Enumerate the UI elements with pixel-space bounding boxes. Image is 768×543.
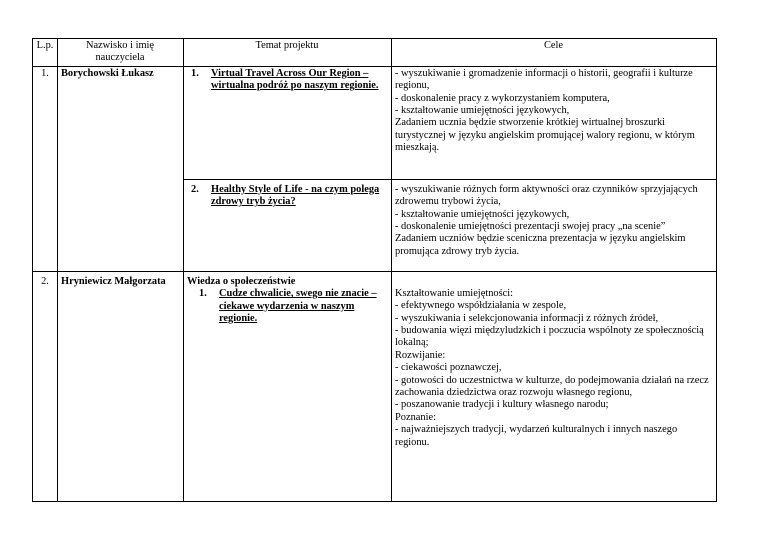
header-goals: Cele [392, 39, 717, 67]
goal-line: - efektywnego współdziałania w zespole, [395, 300, 567, 312]
subject-name: Wiedza o społeczeństwie [187, 275, 296, 287]
header-name: Nazwisko i imię nauczyciela [58, 39, 184, 67]
header-topic: Temat projektu [184, 39, 392, 67]
goal-line: Rozwijanie: [395, 349, 446, 361]
project-goals-cell [392, 271, 717, 501]
goal-line: - wyszukiwanie i gromadzenie informacji o historii, geografii i kulturze regionu, [395, 67, 693, 92]
project-topic [187, 68, 387, 93]
project-number: 1. [191, 67, 199, 79]
project-topic [187, 288, 387, 325]
goal-line: - ciekawości poznawczej, [395, 362, 502, 374]
goal-line: - doskonalenie pracy z wykorzystaniem komputera, [395, 92, 610, 104]
header-row [33, 39, 717, 67]
project-title: Virtual Travel Across Our Region – wirtualna podróż po naszym regionie. [211, 67, 379, 92]
goal-line: Zadaniem ucznia będzie stworzenie krótkiej wirtualnej broszurki turystycznej w języku angielskim promującej walory regionu, w którym mieszkają. [395, 117, 695, 154]
project-number: 1. [199, 288, 207, 300]
project-title: Healthy Style of Life - na czym polega zdrowy tryb życia? [211, 183, 380, 208]
goal-line: - doskonalenie umiejętności prezentacji swojej pracy „na scenie” [395, 221, 666, 233]
goal-line: Kształtowanie umiejętności: [395, 287, 514, 299]
goal-line: - kształtowanie umiejętności językowych, [395, 105, 570, 117]
project-topic-cell [184, 179, 392, 271]
goal-line: - budowania więzi międzyludzkich i poczucia wspólnoty ze społecznością lokalną; [395, 325, 704, 349]
teacher-name: Borychowski Łukasz [58, 66, 184, 271]
projects-table [32, 38, 717, 502]
goal-line: - kształtowanie umiejętności językowych, [395, 208, 570, 220]
project-topic-cell [184, 66, 392, 179]
table-row [33, 271, 717, 501]
project-goals-cell [392, 66, 717, 179]
goal-line: - gotowości do uczestnictwa w kulturze, do podejmowania działań na rzecz zachowania dziedzictwa oraz rozwoju własnego regionu, [395, 374, 709, 399]
project-number: 2. [191, 183, 199, 195]
goal-line: Poznanie: [395, 411, 436, 423]
project-topic-cell [184, 271, 392, 501]
row-number: 2. [33, 271, 58, 501]
goal-line: Zadaniem uczniów będzie sceniczna prezentacja w języku angielskim promująca zdrowy tryb życia. [395, 233, 686, 257]
goal-line: - poszanowanie tradycji i kultury własnego narodu; [395, 399, 609, 411]
goal-line: - najważniejszych tradycji, wydarzeń kulturalnych i innych naszego regionu. [395, 424, 678, 448]
goal-line: - wyszukiwania i selekcjonowania informacji z różnych źródeł, [395, 312, 659, 324]
project-topic [187, 184, 387, 209]
goal-line: - wyszukiwanie różnych form aktywności oraz czynników sprzyjających zdrowemu trybowi życia, [395, 183, 698, 208]
row-number: 1. [33, 66, 58, 271]
project-title: Cudze chwalicie, swego nie znacie – ciekawe wydarzenia w naszym regionie. [219, 288, 377, 325]
table-row [33, 66, 717, 179]
teacher-name: Hryniewicz Małgorzata [58, 271, 184, 501]
header-lp: L.p. [33, 39, 58, 67]
project-goals-cell [392, 179, 717, 271]
